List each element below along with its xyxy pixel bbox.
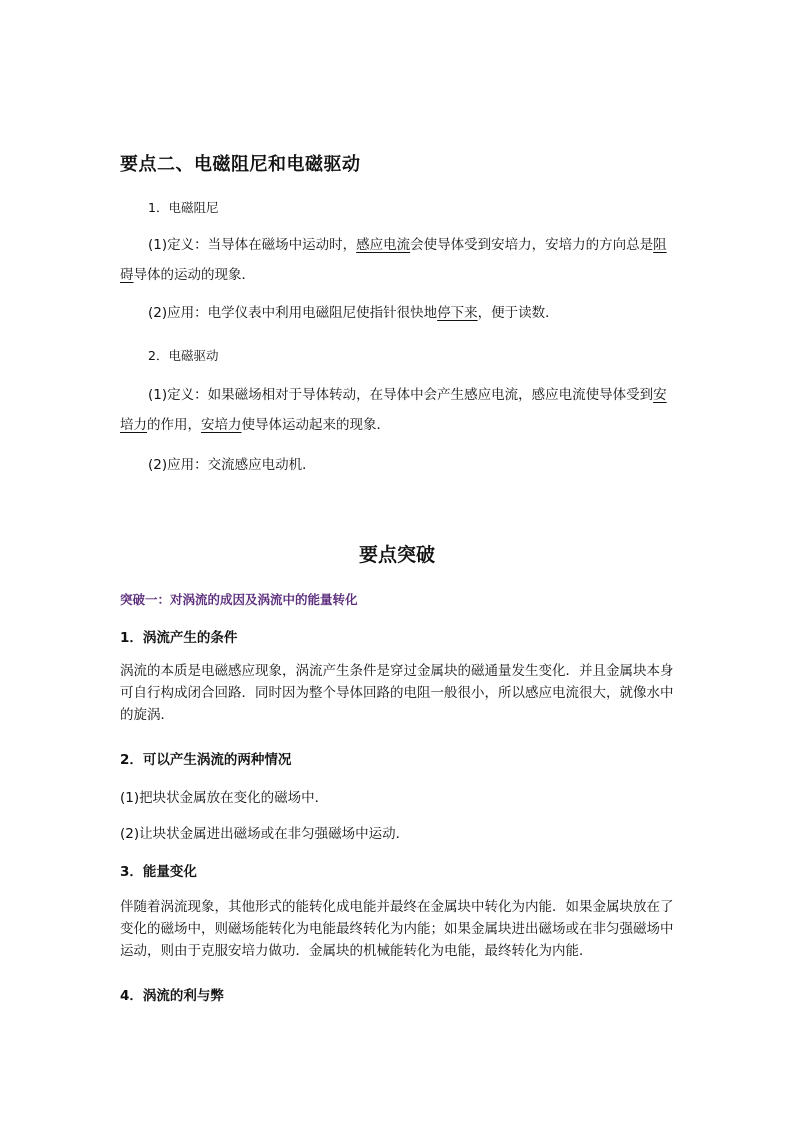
damping-heading: 1．电磁阻尼: [148, 200, 219, 215]
paragraph-2b: (2)让块状金属进出磁场或在非匀强磁场中运动．: [120, 826, 410, 842]
heading-3: 3．能量变化: [120, 864, 197, 880]
section-title: 要点二、电磁阻尼和电磁驱动: [120, 154, 361, 175]
drive-definition: (1)定义：如果磁场相对于导体转动，在导体中会产生感应电流，感应电流使导体受到安培力的作用，安培力使导体运动起来的现象．: [120, 387, 667, 433]
damping-definition: (1)定义：当导体在磁场中运动时，感应电流会使导体受到安培力，安培力的方向总是阻碍导体的运动的现象．: [120, 237, 667, 283]
paragraph-1: 涡流的本质是电磁感应现象，涡流产生条件是穿过金属块的磁通量发生变化．并且金属块本身可自行构成闭合回路．同时因为整个导体回路的电阻一般很小，所以感应电流很大，就像水中的旋涡．: [120, 663, 674, 723]
paragraph-3: 伴随着涡流现象，其他形式的能转化成电能并最终在金属块中转化为内能．如果金属块放在了变化的磁场中，则磁场能转化为电能最终转化为内能；如果金属块进出磁场或在非匀强磁场中运动，则由于克服安培力做功．金属块的机械能转化为电能，最终转化为内能．: [120, 899, 674, 959]
drive-heading: 2．电磁驱动: [148, 348, 219, 363]
heading-1: 1．涡流产生的条件: [120, 630, 238, 646]
topic-heading: 突破一：对涡流的成因及涡流中的能量转化: [120, 592, 358, 607]
breakthrough-title: 要点突破: [358, 544, 435, 566]
paragraph-2a: (1)把块状金属放在变化的磁场中．: [120, 790, 329, 806]
damping-application: (2)应用：电学仪表中利用电磁阻尼使指针很快地停下来，便于读数．: [148, 305, 559, 321]
heading-2: 2．可以产生涡流的两种情况: [120, 752, 292, 768]
drive-application: (2)应用：交流感应电动机．: [148, 457, 316, 473]
heading-4: 4．涡流的利与弊: [120, 988, 224, 1004]
